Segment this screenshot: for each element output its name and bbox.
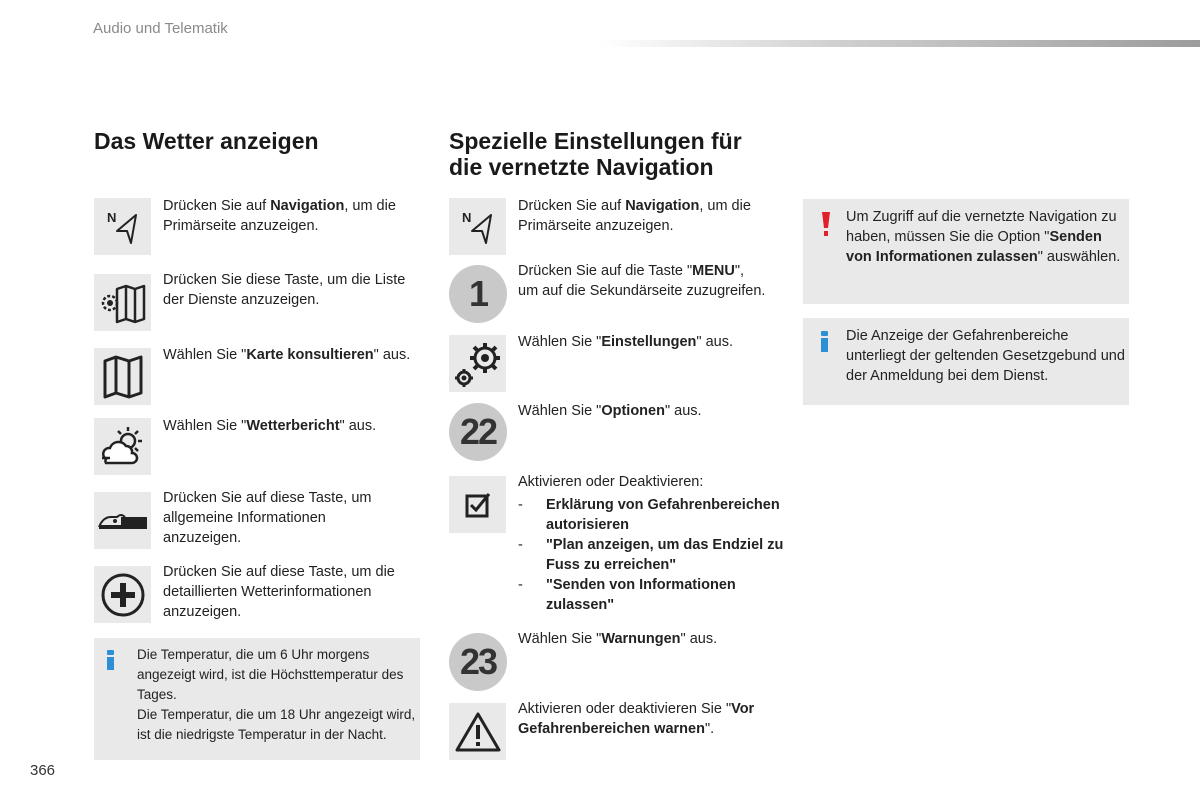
left-step-3-text: Wählen Sie "Karte konsultieren" aus. (163, 347, 411, 363)
warning-note (803, 199, 1129, 304)
info-icon (107, 650, 114, 655)
checkbox-icon (449, 476, 506, 533)
exclamation-icon (821, 211, 831, 237)
middle-heading: Spezielle Einstellungen für die vernetzte Navigation (449, 128, 742, 180)
temperature-note-text-2: Die Temperatur, die um 18 Uhr angezeigt wird, ist die niedrigste Temperatur in der Nacht. (137, 707, 416, 742)
middle-step-3-text: Wählen Sie "Einstellungen" aus. (518, 334, 733, 350)
svg-text:N: N (106, 209, 116, 225)
left-step-2-text: Drücken Sie diese Taste, um die Liste der Dienste anzuzeigen. (163, 272, 406, 308)
middle-step-7-text: Aktivieren oder deaktivieren Sie "Vor Gefahrenbereichen warnen". (518, 701, 755, 737)
warning-icon (449, 703, 506, 760)
option-item-1: - Erklärung von Gefahrenbereichen autorisieren (518, 497, 780, 533)
option-item-2: - "Plan anzeigen, um das Endziel zu Fuss zu erreichen" (518, 537, 784, 573)
navigation-icon (449, 198, 506, 255)
temperature-note-text-1: Die Temperatur, die um 6 Uhr morgens angezeigt wird, ist die Höchsttemperatur des Tages. (137, 647, 404, 702)
left-step-6-text: Drücken Sie auf diese Taste, um die detaillierten Wetterinformationen anzuzeigen. (163, 564, 395, 620)
left-step-4-text: Wählen Sie "Wetterbericht" aus. (163, 418, 377, 434)
left-step-1-text: Drücken Sie auf Navigation, um die Primärseite anzuzeigen. (163, 198, 396, 234)
step-number-23: 23 (449, 633, 507, 691)
section-title: Audio und Telematik (93, 20, 228, 37)
services-icon (94, 274, 151, 331)
settings-icon (449, 335, 506, 392)
temperature-note (94, 638, 420, 760)
info-bar-icon (94, 492, 151, 549)
middle-step-6-text: Wählen Sie "Warnungen" aus. (518, 631, 718, 647)
navigation-icon (94, 198, 151, 255)
left-heading: Das Wetter anzeigen (94, 128, 319, 154)
svg-text:N: N (461, 209, 471, 225)
middle-step-1-text: Drücken Sie auf Navigation, um die Primärseite anzuzeigen. (518, 198, 751, 234)
step-number-1: 1 (449, 265, 507, 323)
left-step-5-text: Drücken Sie auf diese Taste, um allgemeine Informationen anzuzeigen. (163, 490, 372, 546)
middle-step-4-text: Wählen Sie "Optionen" aus. (518, 403, 702, 419)
warning-note-text: Um Zugriff auf die vernetzte Navigation zu haben, müssen Sie die Option "Senden von Informationen zulassen" auswählen. (846, 209, 1121, 265)
plus-icon (94, 566, 151, 623)
weather-icon (94, 418, 151, 475)
middle-step-2-text: Drücken Sie auf die Taste "MENU", um auf die Sekundärseite zuzugreifen. (518, 263, 766, 299)
map-icon (94, 348, 151, 405)
option-item-3: - "Senden von Informationen zulassen" (518, 577, 736, 613)
info-icon (821, 331, 828, 336)
info-note-text: Die Anzeige der Gefahrenbereiche unterliegt der geltenden Gesetzgebund und der Anmeldung bei dem Dienst. (846, 328, 1125, 384)
step-number-22: 22 (449, 403, 507, 461)
page-number: 366 (30, 762, 56, 779)
middle-step-5-text: Aktivieren oder Deaktivieren: (518, 474, 704, 490)
header-bar (600, 40, 1200, 47)
info-note (803, 318, 1129, 405)
